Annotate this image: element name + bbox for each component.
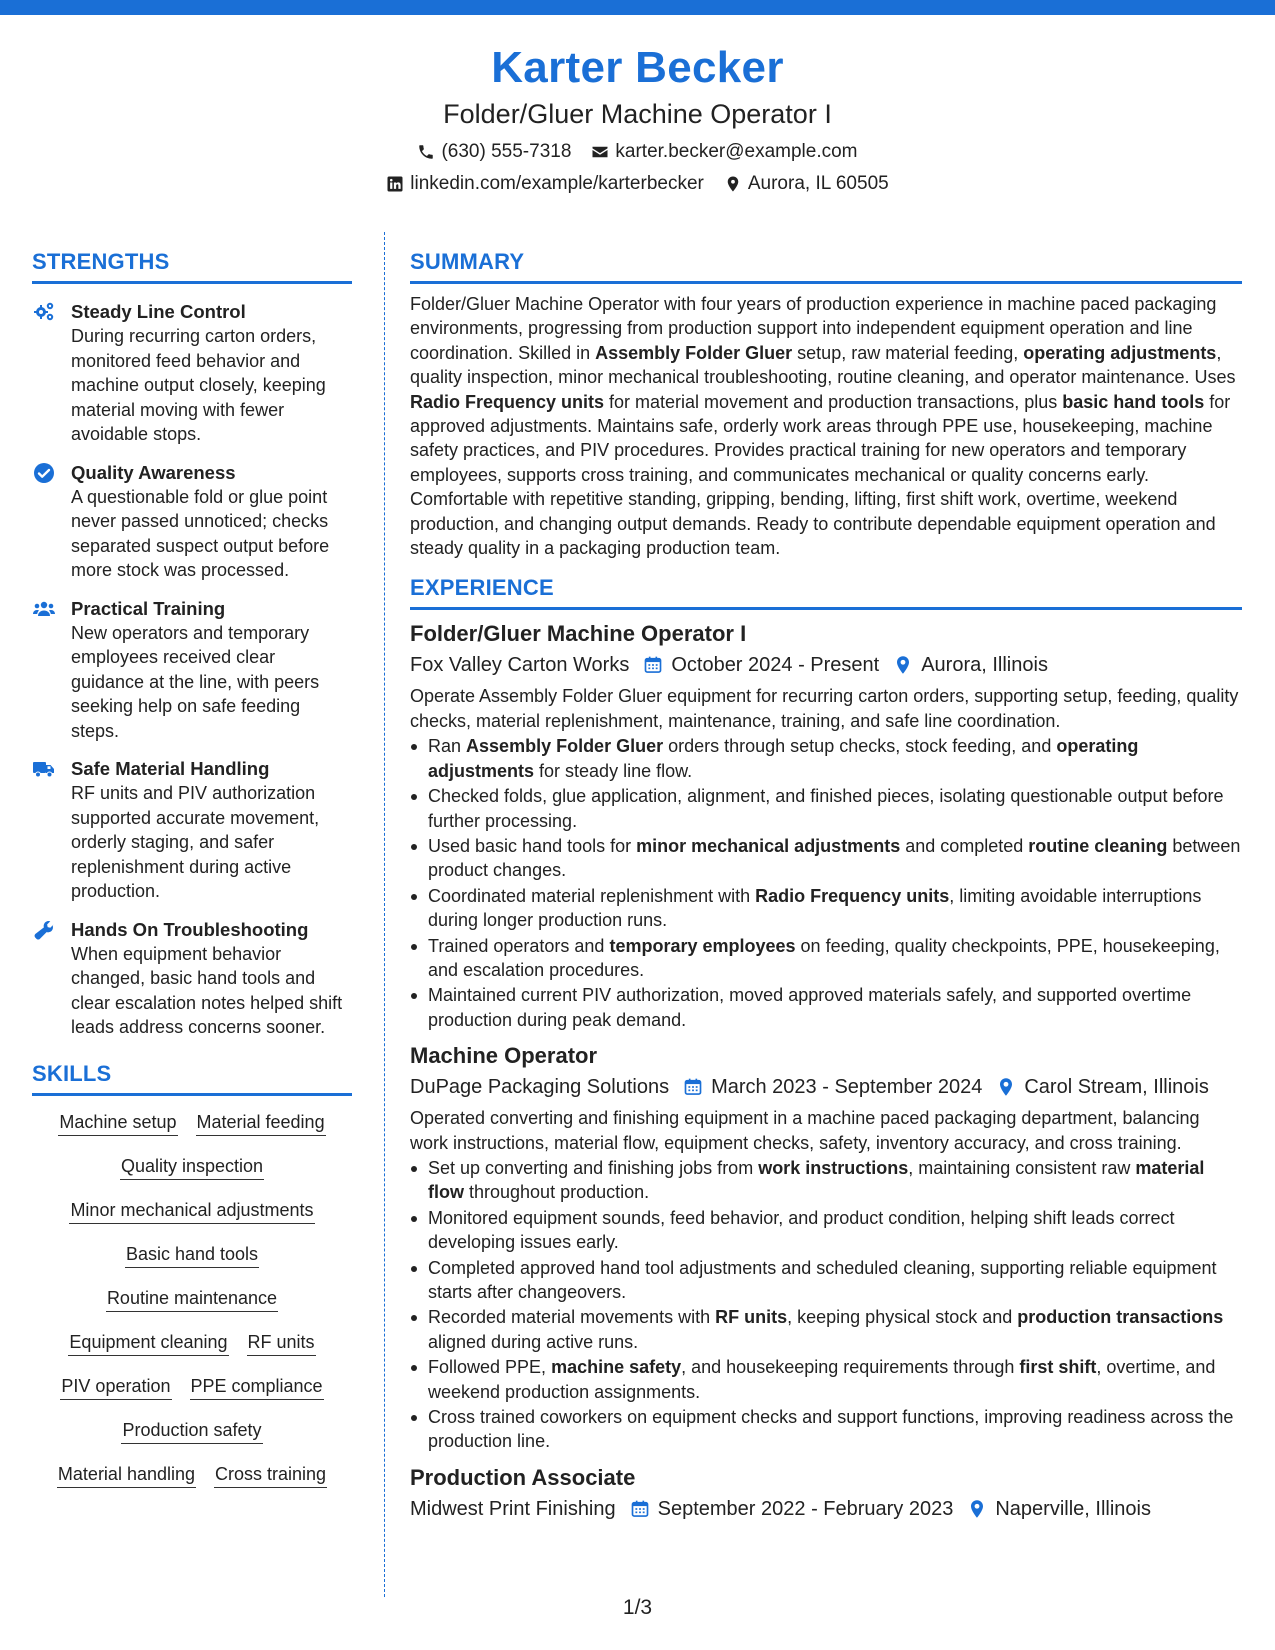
location-contact [724,172,889,196]
phone-text: (630) 555-7318 [441,141,572,162]
email-text[interactable]: karter.becker@example.com [615,141,858,162]
job-location: Carol Stream, Illinois [1024,1076,1209,1099]
text-run: and completed [900,835,1029,856]
job-bullets [410,1156,1242,1454]
text-run: Completed approved hand tool adjustments and scheduled cleaning, supporting reliable equipment starts after changeovers. [428,1257,1217,1302]
strength-description: New operators and temporary employees received clear guidance at the line, with peers seeking help on safe feeding steps. [71,622,320,741]
bold-keyword: RF units [715,1307,788,1328]
text-run: , overtime, and weekend production assignments. [428,1357,1216,1402]
job-dates: September 2022 - February 2023 [657,1497,954,1520]
skill-row [125,1242,259,1268]
company-name: DuPage Packaging Solutions [410,1076,670,1099]
summary-heading: SUMMARY [410,249,525,274]
bold-keyword: production transactions [1017,1307,1224,1328]
bold-keyword: minor mechanical adjustments [636,835,901,856]
experience-section [410,574,1242,1521]
strength-body [71,300,352,447]
strength-item [32,918,352,1040]
strength-title: Safe Material Handling [71,758,270,779]
text-run: orders through setup checks, stock feeding, and [663,736,1057,757]
skill-tag: Cross training [214,1462,327,1488]
skill-row [69,1198,314,1224]
strength-title: Quality Awareness [71,461,236,483]
bullet-item [428,734,1242,783]
calendar-icon [683,1077,703,1097]
summary-rule [410,281,1242,284]
left-column [32,248,352,1506]
bold-keyword: material flow [428,1157,1205,1203]
text-run: on feeding, quality checkpoints, PPE, housekeeping, and escalation procedures. [428,935,1220,980]
text-run: between product changes. [428,835,1241,881]
text-run: Trained operators and [428,935,610,956]
skill-tag: Minor mechanical adjustments [69,1198,314,1224]
candidate-title: Folder/Gluer Machine Operator I [443,99,832,129]
wrench-icon [32,918,56,942]
skill-tag: Material feeding [196,1110,326,1136]
bold-keyword: Assembly Folder Gluer [595,342,793,363]
bullet-item [428,1156,1242,1205]
job-title: Machine Operator [410,1043,598,1069]
skill-row [57,1462,327,1488]
bullet-item [428,1256,1242,1305]
job-title: Production Associate [410,1464,636,1490]
text-run: Coordinated material replenishment with [428,885,756,906]
skill-tag: Material handling [57,1462,196,1488]
strengths-heading: STRENGTHS [32,249,170,274]
skill-tag: PIV operation [60,1374,171,1400]
strength-item [32,461,352,583]
experience-heading: EXPERIENCE [410,575,554,601]
strength-description: RF units and PIV authorization supported accurate movement, orderly staging, and safer replenishment during active production. [71,783,320,901]
right-column [410,248,1242,1522]
strength-body [71,597,352,744]
map-pin-icon [893,655,913,675]
map-pin-icon [724,175,742,193]
phone-icon [417,143,435,161]
bold-keyword: Radio Frequency units [410,391,605,412]
text-run: Recorded material movements with [428,1307,716,1328]
job-entry [410,620,1242,1032]
text-run: for material movement and production transactions, plus [604,391,1063,412]
skill-row [106,1286,278,1312]
strength-item [32,597,352,744]
page-number: 1/3 [622,1596,653,1619]
skill-tag: Routine maintenance [106,1286,278,1312]
strength-body [71,461,352,583]
text-run: Folder/Gluer Machine Operator with four years of production experience in machine paced packaging environments, progressing from production support into independent equipment operation and line coordination. Skilled in [410,294,1217,363]
skills-section [32,1060,352,1506]
top-accent-bar [0,0,1275,15]
bullet-item [428,983,1242,1032]
gears-icon [32,300,56,324]
strength-body [71,918,352,1040]
bold-keyword: Assembly Folder Gluer [466,736,664,757]
text-run: for approved adjustments. Maintains safe, orderly work areas through PPE use, housekeeping, machine safety practices, and PIV procedures. Provides practical training for new operators and temporary employees, supports cross training, and communicates mechanical or quality concerns early. Comfortable with repetitive standing, gripping, bending, lifting, first shift work, overtime, weekend production, and changing output demands. Ready to contribute dependable equipment operation and steady quality in a packaging production team. [410,391,1231,559]
bold-keyword: operating adjustments [428,736,1139,781]
bullet-item [428,1405,1242,1454]
job-meta [410,652,1242,678]
bold-keyword: Radio Frequency units [755,885,950,906]
bold-keyword: machine safety [551,1357,682,1378]
skill-row [60,1374,323,1400]
strength-description: A questionable fold or glue point never passed unnoticed; checks separated suspect output before more stock was processed. [71,486,330,580]
skills-list [32,1110,352,1506]
job-location: Aurora, Illinois [921,654,1048,677]
strength-item [32,757,352,904]
text-run: Used basic hand tools for [428,835,637,856]
map-pin-icon [967,1499,987,1519]
bullet-item [428,834,1242,883]
check-circle-icon [32,461,56,485]
text-run: Ran [428,736,467,757]
text-run: aligned during active runs. [428,1331,639,1352]
skill-tag: RF units [247,1330,316,1356]
bold-keyword: first shift [1019,1357,1097,1378]
strength-title: Practical Training [71,597,226,619]
jobs-list [410,620,1242,1521]
bullet-item [428,1305,1242,1354]
bold-keyword: temporary employees [609,935,796,956]
job-meta [410,1496,1242,1522]
resume-header [0,40,1275,196]
job-meta [410,1074,1242,1100]
phone-contact [417,140,571,164]
text-run: setup, raw material feeding, [792,342,1024,363]
column-divider [384,232,385,1597]
skills-rule [32,1093,352,1096]
job-entry [410,1042,1242,1454]
job-dates: March 2023 - September 2024 [711,1076,983,1099]
text-run: Cross trained coworkers on equipment checks and support functions, improving readiness across the production line. [428,1407,1234,1452]
bold-keyword: basic hand tools [1062,391,1205,412]
bold-keyword: routine cleaning [1028,835,1168,856]
strength-title: Hands On Troubleshooting [71,918,309,940]
experience-rule [410,607,1242,610]
skill-row [120,1154,264,1180]
contact-row-2 [0,172,1275,196]
bold-keyword: work instructions [758,1157,909,1178]
strength-description: When equipment behavior changed, basic hand tools and clear escalation notes helped shift leads address concerns sooner. [71,943,343,1037]
company-name: Midwest Print Finishing [410,1497,616,1520]
bullet-item [428,1355,1242,1404]
bullet-item [428,934,1242,983]
summary-section [410,248,1242,560]
text-run: Checked folds, glue application, alignment, and finished pieces, isolating questionable output before further processing. [428,786,1224,831]
strength-body [71,757,352,904]
skill-tag: Basic hand tools [125,1242,259,1268]
truck-icon [32,757,56,781]
text-run: , limiting avoidable interruptions during longer production runs. [428,885,1202,931]
job-bullets [410,734,1242,1032]
text-run: for steady line flow. [534,760,693,781]
email-contact[interactable] [591,140,857,164]
skill-tag: Quality inspection [120,1154,264,1180]
bullet-item [428,884,1242,933]
job-description: Operate Assembly Folder Gluer equipment for recurring carton orders, supporting setup, feeding, quality checks, material replenishment, maintenance, training, and safe line coordination. [410,686,1239,731]
job-dates: October 2024 - Present [671,654,880,677]
text-run: throughout production. [464,1182,650,1203]
strength-description: During recurring carton orders, monitored feed behavior and machine output closely, keeping material moving with fewer avoidable stops. [71,326,326,444]
job-location: Naperville, Illinois [995,1497,1151,1520]
skill-row [58,1110,325,1136]
skill-tag: Production safety [121,1418,262,1444]
linkedin-text[interactable]: linkedin.com/example/karterbecker [410,173,704,194]
strengths-section [32,248,352,1040]
text-run: , maintaining consistent raw [908,1157,1136,1178]
job-entry [410,1464,1242,1522]
map-pin-icon [996,1077,1016,1097]
text-run: , and housekeeping requirements through [681,1357,1020,1378]
text-run: Set up converting and finishing jobs from [428,1157,759,1178]
bullet-item [428,1206,1242,1255]
skill-tag: PPE compliance [190,1374,324,1400]
location-text: Aurora, IL 60505 [747,173,889,194]
text-run: , quality inspection, minor mechanical troubleshooting, routine cleaning, and operator maintenance. Uses [410,342,1236,388]
skill-tag: Equipment cleaning [68,1330,228,1356]
contact-row-1 [0,140,1275,164]
strengths-rule [32,281,352,284]
bullet-item [428,784,1242,833]
strengths-list [32,300,352,1040]
job-title: Folder/Gluer Machine Operator I [410,621,747,647]
strength-title: Steady Line Control [71,301,246,322]
job-description: Operated converting and finishing equipment in a machine paced packaging department, balancing work instructions, material flow, equipment checks, safety, inventory accuracy, and cross training. [410,1108,1200,1153]
linkedin-contact[interactable] [386,172,704,196]
users-icon [32,597,56,621]
company-name: Fox Valley Carton Works [410,654,630,677]
candidate-name: Karter Becker [491,43,784,92]
text-run: Monitored equipment sounds, feed behavior, and product condition, helping shift leads correct developing issues early. [428,1207,1175,1253]
text-run: Followed PPE, [428,1357,552,1378]
envelope-icon [591,143,609,161]
skill-tag: Machine setup [58,1110,177,1136]
text-run: , keeping physical stock and [787,1307,1018,1328]
strength-item [32,300,352,447]
linkedin-icon [386,175,404,193]
summary-text [410,292,1242,560]
calendar-icon [643,655,663,675]
skill-row [121,1418,262,1444]
calendar-icon [630,1499,650,1519]
skill-row [68,1330,315,1356]
text-run: Maintained current PIV authorization, moved approved materials safely, and supported overtime production during peak demand. [428,985,1192,1030]
skills-heading: SKILLS [32,1060,112,1086]
bold-keyword: operating adjustments [1023,342,1217,363]
